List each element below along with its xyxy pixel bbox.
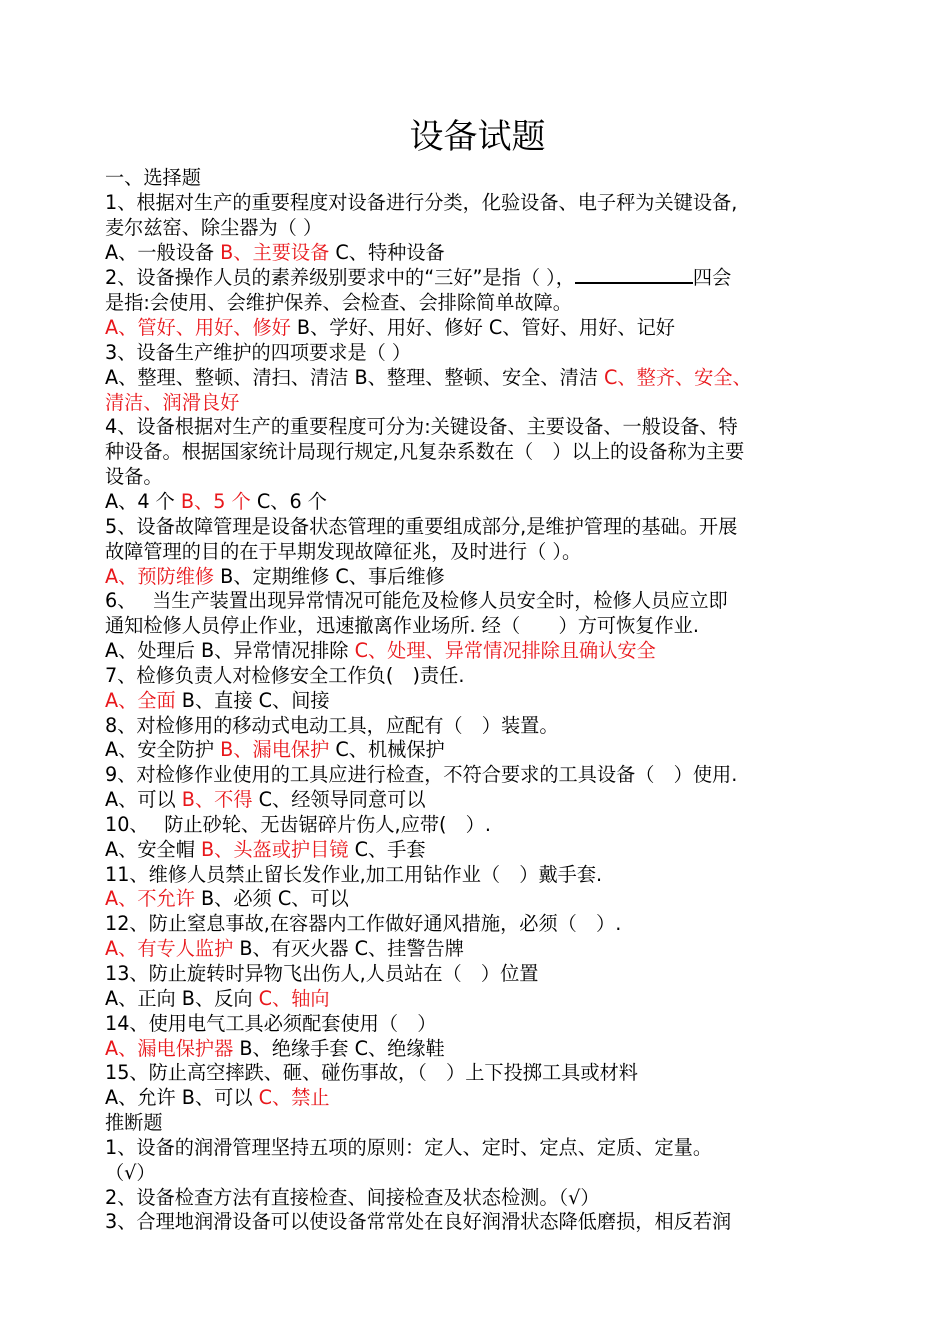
- text-line: [105, 962, 850, 987]
- text-line: [105, 1012, 850, 1037]
- text-line: [105, 664, 850, 689]
- text-line: [105, 490, 850, 515]
- text-line: [105, 689, 850, 714]
- question-text: 6、 当生产装置出现异常情况可能危及检修人员安全时，检修人员应立即: [105, 589, 728, 613]
- text-line: [105, 565, 850, 590]
- question-text: 设备。: [105, 465, 163, 489]
- question-text: 7、检修负责人对检修安全工作负( )责任.: [105, 663, 465, 687]
- text-line: [105, 216, 850, 241]
- question-text: 一、选择题: [105, 166, 201, 189]
- fill-in-blank: [575, 265, 693, 284]
- question-text: 2、设备操作人员的素养级别要求中的“三好”是指（ ），: [105, 266, 575, 290]
- answer-text: B、头盔或护目镜: [200, 837, 349, 861]
- text-line: [105, 838, 850, 863]
- question-text: 1、设备的润滑管理坚持五项的原则：定人、定时、定点、定质、定量。: [105, 1135, 713, 1159]
- question-text: 四会: [692, 266, 732, 290]
- answer-text: 清洁、润滑良好: [105, 390, 240, 414]
- question-text: B、学好、用好、修好 C、管好、用好、记好: [290, 316, 675, 340]
- question-text: 故障管理的目的在于早期发现故障征兆，及时进行（ ）。: [105, 539, 582, 563]
- answer-text: A、不允许: [105, 887, 195, 911]
- answer-text: A、全面: [105, 688, 176, 712]
- text-line: [105, 714, 850, 739]
- question-text: A、可以: [105, 788, 182, 812]
- text-line: [105, 465, 850, 490]
- text-line: [105, 366, 850, 391]
- text-line: [105, 912, 850, 937]
- question-text: B、绝缘手套 C、绝缘鞋: [233, 1036, 445, 1060]
- question-text: A、允许 B、可以: [105, 1086, 259, 1110]
- text-line: [105, 241, 850, 266]
- question-text: 13、防止旋转时异物飞出伤人,人员站在（ ）位置: [105, 962, 539, 985]
- question-text: 5、设备故障管理是设备状态管理的重要组成部分,是维护管理的基础。开展: [105, 514, 738, 538]
- question-text: C、经领导同意可以: [252, 788, 426, 812]
- question-text: C、机械保护: [329, 738, 445, 762]
- question-text: 11、维修人员禁止留长发作业,加工用钻作业（ ）戴手套.: [105, 862, 603, 886]
- question-text: 12、防止窒息事故,在容器内工作做好通风措施，必须（ ）.: [105, 912, 622, 936]
- text-line: [105, 863, 850, 888]
- text-line: [105, 937, 850, 962]
- answer-text: B、漏电保护: [220, 738, 330, 762]
- question-text: 是指:会使用、会维护保养、会检查、会排除简单故障。: [105, 291, 572, 315]
- question-text: 8、对检修用的移动式电动工具，应配有（ ）装置。: [105, 713, 559, 737]
- text-line: [105, 1136, 850, 1161]
- text-line: [105, 1111, 850, 1136]
- question-text: 麦尔兹窑、除尘器为（ ）: [105, 215, 323, 239]
- question-text: A、正向 B、反向: [105, 986, 259, 1010]
- question-text: 通知检修人员停止作业，迅速撤离作业场所. 经（ ）方可恢复作业.: [105, 614, 699, 638]
- question-text: 4、设备根据对生产的重要程度可分为:关键设备、主要设备、一般设备、特: [105, 415, 738, 439]
- text-line: [105, 1037, 850, 1062]
- question-text: A、4 个: [105, 489, 181, 513]
- text-line: [105, 166, 850, 191]
- answer-text: C、禁止: [258, 1086, 330, 1110]
- answer-text: B、5 个: [180, 489, 251, 513]
- answer-text: A、漏电保护器: [105, 1036, 234, 1060]
- text-line: [105, 1210, 850, 1235]
- question-text: 1、根据对生产的重要程度对设备进行分类，化验设备、电子秤为关键设备,: [105, 190, 738, 214]
- answer-text: C、处理、异常情况排除且确认安全: [354, 639, 656, 663]
- text-line: [105, 1086, 850, 1111]
- question-text: A、整理、整顿、清扫、清洁 B、整理、整顿、安全、清洁: [105, 365, 604, 389]
- text-line: [105, 415, 850, 440]
- question-text: 3、设备生产维护的四项要求是（ ）: [105, 340, 412, 364]
- text-line: [105, 1186, 850, 1211]
- text-line: [105, 887, 850, 912]
- question-text: A、处理后 B、异常情况排除: [105, 639, 355, 663]
- text-line: [105, 391, 850, 416]
- text-line: [105, 265, 850, 291]
- document-title: 设备试题: [409, 117, 546, 157]
- answer-text: C、轴向: [258, 986, 330, 1010]
- answer-text: C、整齐、安全、: [604, 365, 752, 389]
- text-line: [105, 614, 850, 639]
- text-line: [105, 813, 850, 838]
- text-line: [105, 589, 850, 614]
- text-line: [105, 341, 850, 366]
- text-line: [105, 440, 850, 465]
- question-text: （√）: [105, 1160, 156, 1184]
- answer-text: B、不得: [181, 788, 253, 812]
- question-text: C、6 个: [250, 489, 327, 513]
- answer-text: A、预防维修: [105, 564, 215, 588]
- question-text: B、有灭火器 C、挂警告牌: [233, 937, 464, 961]
- text-line: [105, 639, 850, 664]
- answer-text: B、主要设备: [220, 240, 330, 264]
- question-text: 3、合理地润滑设备可以使设备常常处在良好润滑状态降低磨损，相反若润: [105, 1210, 732, 1234]
- document-body: [105, 166, 850, 1235]
- question-text: A、安全帽: [105, 837, 201, 861]
- question-text: 15、防止高空摔跌、砸、碰伤事故，（ ）上下投掷工具或材料: [105, 1061, 638, 1085]
- text-line: [105, 515, 850, 540]
- text-line: [105, 191, 850, 216]
- question-text: C、特种设备: [329, 240, 445, 264]
- text-line: [105, 987, 850, 1012]
- answer-text: A、有专人监护: [105, 937, 234, 961]
- question-text: B、直接 C、间接: [175, 688, 330, 712]
- answer-text: A、管好、用好、修好: [105, 316, 291, 340]
- text-line: [105, 788, 850, 813]
- question-text: A、安全防护: [105, 738, 221, 762]
- question-text: 推断题: [105, 1111, 163, 1135]
- document-page: [105, 112, 850, 1235]
- text-line: [105, 1161, 850, 1186]
- question-text: 10、 防止砂轮、无齿锯碎片伤人,应带( ）.: [105, 812, 491, 836]
- text-line: [105, 1061, 850, 1086]
- question-text: B、必须 C、可以: [194, 887, 349, 911]
- text-line: [105, 316, 850, 341]
- question-text: B、定期维修 C、事后维修: [214, 564, 445, 588]
- text-line: [105, 540, 850, 565]
- question-text: C、手套: [348, 837, 426, 861]
- text-line: [105, 738, 850, 763]
- question-text: 种设备。根据国家统计局现行规定,凡复杂系数在（ ）以上的设备称为主要: [105, 440, 745, 464]
- text-line: [105, 291, 850, 316]
- question-text: 2、设备检查方法有直接检查、间接检查及状态检测。（√）: [105, 1185, 600, 1209]
- question-text: 14、使用电气工具必须配套使用（ ）: [105, 1011, 437, 1035]
- question-text: A、一般设备: [105, 240, 221, 264]
- text-line: [105, 763, 850, 788]
- question-text: 9、对检修作业使用的工具应进行检查，不符合要求的工具设备（ ）使用.: [105, 763, 738, 787]
